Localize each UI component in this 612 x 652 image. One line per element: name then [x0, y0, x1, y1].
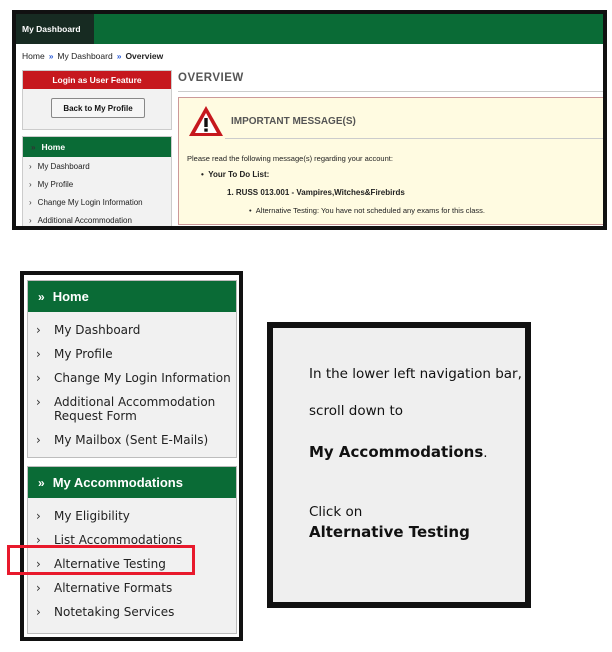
instruction-emphasis-1 — [309, 444, 488, 462]
sidebar-home-panel-small — [22, 136, 172, 230]
login-panel-header: Login as User Feature — [23, 71, 171, 89]
sidebar-item-label: My Mailbox (Sent E-Mails) — [54, 433, 209, 447]
sidebar-item-label: Notetaking Services — [54, 605, 175, 619]
sidebar-item-my-profile[interactable] — [28, 344, 236, 368]
sidebar-item-label: My Profile — [54, 347, 113, 361]
chevron-right-icon: › — [29, 161, 32, 171]
sidebar-item-label: My Eligibility — [54, 509, 130, 523]
chevron-right-icon: › — [36, 347, 41, 361]
sidebar-home-header[interactable] — [23, 137, 171, 157]
sidebar-item-label: List Accommodations — [54, 533, 183, 547]
sidebar-item-label: Alternative Testing — [54, 557, 166, 571]
sidebar-item-label: Change My Login Information — [54, 371, 231, 385]
divider — [178, 91, 603, 92]
sidebar-item-notetaking-services[interactable] — [28, 602, 236, 626]
sidebar-home-list — [28, 312, 236, 454]
dashboard-screenshot — [12, 10, 607, 230]
important-message-box — [178, 97, 607, 225]
chevron-right-icon: › — [36, 395, 41, 409]
breadcrumb-separator: » — [48, 51, 54, 61]
chevron-right-icon: › — [29, 179, 32, 189]
page-title: OVERVIEW — [178, 72, 244, 84]
punctuation: . — [483, 445, 488, 461]
sidebar-item-my-eligibility[interactable] — [28, 506, 236, 530]
double-chevron-down-icon: » — [31, 142, 36, 152]
sidebar-item-label: My Dashboard — [54, 323, 141, 337]
todo-label: Your To Do List: — [208, 170, 270, 179]
sidebar-item-additional-accommodation[interactable] — [28, 392, 236, 430]
message-heading: IMPORTANT MESSAGE(S) — [231, 116, 356, 127]
breadcrumb-home[interactable]: Home — [22, 51, 45, 61]
sidebar-home-panel — [27, 280, 237, 458]
chevron-right-icon: › — [36, 509, 41, 523]
divider — [225, 138, 607, 139]
double-chevron-down-icon: » — [38, 475, 45, 490]
sidebar-item-additional-accommodation[interactable] — [23, 211, 171, 229]
sidebar-item-label: Change My Login Information — [37, 197, 143, 207]
sidebar-item-label: Alternative Formats — [54, 581, 173, 595]
breadcrumb-separator: » — [116, 51, 122, 61]
sidebar-item-alternative-formats[interactable] — [28, 578, 236, 602]
breadcrumb-current: Overview — [125, 51, 164, 61]
sidebar-item-my-profile[interactable] — [23, 175, 171, 193]
double-chevron-down-icon: » — [38, 289, 45, 304]
sidebar-header-label: Home — [41, 142, 66, 152]
alternative-testing-emphasis: Alternative Testing — [309, 523, 470, 541]
alert-text: Alternative Testing: You have not scheduled any exams for this class. — [255, 206, 485, 215]
course-item: 1. RUSS 013.001 - Vampires,Witches&Firebirds — [227, 188, 405, 197]
sidebar-item-change-login[interactable] — [23, 193, 171, 211]
chevron-right-icon: › — [29, 215, 32, 225]
navigation-screenshot — [20, 271, 243, 641]
chevron-right-icon: › — [29, 197, 32, 207]
instruction-line-3: Click on — [309, 504, 363, 520]
sidebar-item-my-dashboard[interactable] — [23, 157, 171, 175]
breadcrumb-dashboard[interactable]: My Dashboard — [57, 51, 113, 61]
sidebar-item-label: Additional Accommodation — [37, 215, 132, 225]
instruction-line-1: In the lower left navigation bar, — [309, 366, 522, 382]
sidebar-item-my-dashboard[interactable] — [28, 320, 236, 344]
top-nav-bar — [16, 14, 603, 44]
chevron-right-icon: › — [36, 533, 41, 547]
login-as-user-panel — [22, 70, 172, 130]
breadcrumb — [22, 51, 163, 61]
sidebar-home-header[interactable] — [28, 281, 236, 312]
sidebar-accommodations-header[interactable] — [28, 467, 236, 498]
instruction-line-2: scroll down to — [309, 403, 404, 419]
instruction-box — [267, 322, 531, 608]
todo-list-title: • Your To Do List: — [201, 170, 270, 179]
sidebar-item-change-login[interactable] — [28, 368, 236, 392]
chevron-right-icon: › — [36, 605, 41, 619]
sidebar-item-label: My Profile — [37, 179, 74, 189]
tab-my-dashboard[interactable]: My Dashboard — [16, 14, 94, 44]
chevron-right-icon: › — [36, 371, 41, 385]
sidebar-header-label: My Accommodations — [52, 475, 183, 490]
sidebar-item-label: Additional Accommodation Request Form — [54, 395, 216, 423]
sidebar-header-label: Home — [52, 289, 89, 304]
chevron-right-icon: › — [36, 323, 41, 337]
chevron-right-icon: › — [36, 557, 41, 571]
message-intro: Please read the following message(s) regarding your account: — [187, 154, 393, 163]
back-to-profile-button[interactable]: Back to My Profile — [51, 98, 145, 118]
chevron-right-icon: › — [36, 581, 41, 595]
sidebar-item-my-mailbox[interactable] — [28, 430, 236, 454]
sidebar-item-label: My Dashboard — [37, 161, 90, 171]
accommodations-emphasis: My Accommodations — [309, 443, 484, 461]
alternative-testing-highlight — [7, 545, 195, 575]
alert-item: • Alternative Testing: You have not scheduled any exams for this class. — [249, 206, 485, 215]
warning-icon — [187, 104, 225, 138]
chevron-right-icon: › — [36, 433, 41, 447]
